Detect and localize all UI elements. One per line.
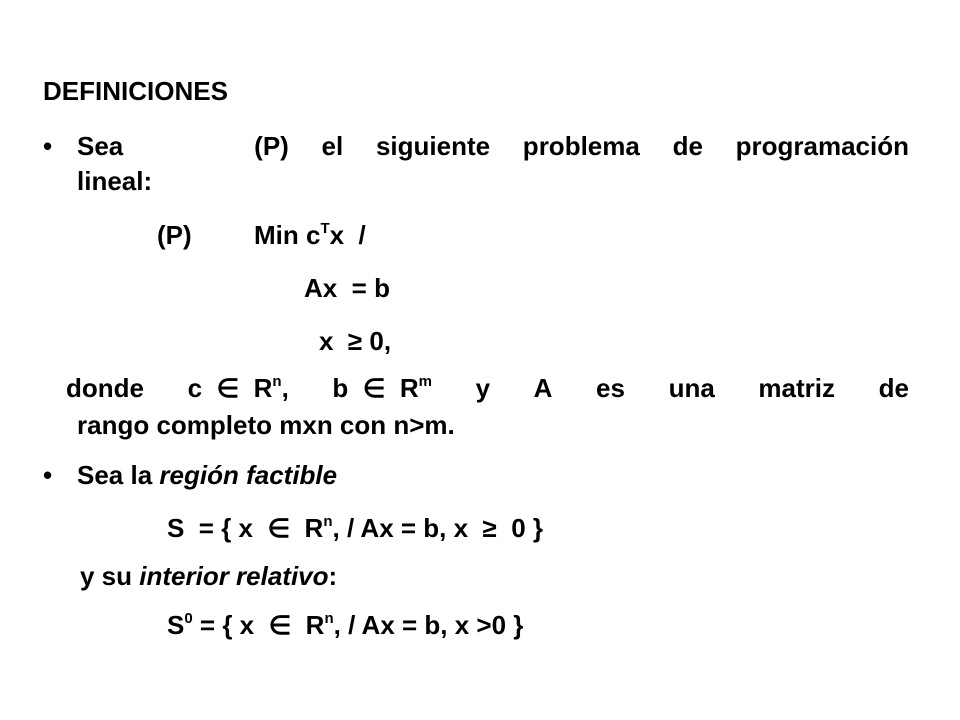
where-line2: rango completo mxn con n>m. [77,410,455,440]
item2-prefix: Sea la [77,460,160,490]
bullet-1: • [43,131,53,161]
where-b-membership: b ∈ $R^m$ [332,373,432,403]
interior-prefix: y su [80,561,140,591]
where-word-a: A [533,373,553,403]
item1-line2: lineal: [77,166,153,196]
set-s0-definition: $S^0$ = { x ∈ $R^n$, / Ax = b, x >0 } [167,610,524,640]
objective-prefix: Min c [254,220,321,250]
heading: DEFINICIONES [43,76,228,106]
where-word-una: una [668,373,715,403]
where-word-donde: donde [66,373,144,403]
problem-label: (P) [157,220,192,250]
constraint-nonnegativity: x ≥ 0, [319,326,392,356]
item1-line1: Sea (P) el siguiente problema de programación [77,131,909,161]
problem-objective [254,219,366,256]
where-word-y: y [475,373,491,403]
transpose-superscript: T [320,220,330,237]
constraint-equality: Ax = b [304,273,390,303]
where-c-membership: c ∈ $R^n$, [187,373,289,403]
bullet-2: • [43,460,53,490]
where-word-de: de [878,373,909,403]
where-word-matriz: matriz [758,373,835,403]
objective-suffix: x / [329,220,366,250]
term-interior-relativo: interior relativo [139,561,329,591]
interior-colon: : [328,561,338,591]
item2-line [77,459,337,491]
where-word-es: es [596,373,625,403]
interior-line [80,560,337,592]
where-line1 [66,372,909,409]
set-s-definition: S = { x ∈ $R^n$, / Ax = b, x ≥ 0 } [167,513,544,543]
term-region-factible: región factible [159,460,338,490]
